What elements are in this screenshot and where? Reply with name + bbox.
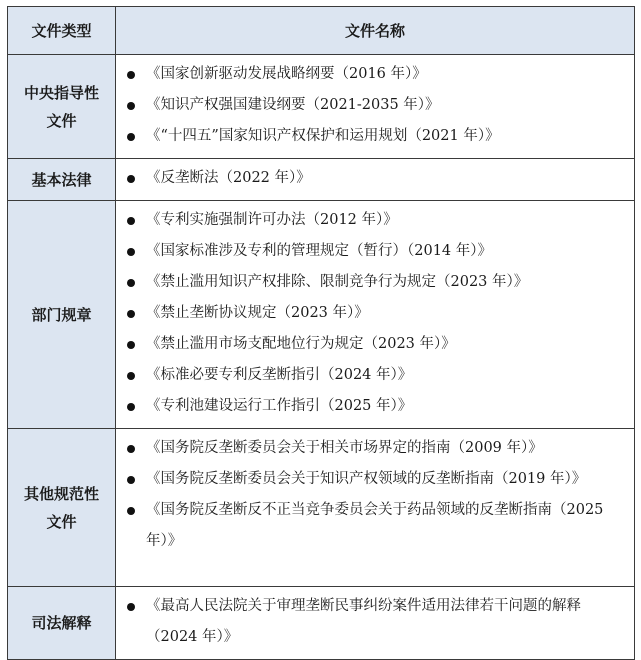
header-document-type: 文件类型	[8, 7, 116, 55]
bullet-icon	[127, 476, 135, 484]
bullet-icon	[127, 603, 135, 611]
document-title: 《专利实施强制许可办法（2012 年）》	[146, 212, 398, 228]
document-title: 《国务院反垄断委员会关于知识产权领域的反垄断指南（2019 年）》	[146, 471, 587, 487]
document-title: 《国家创新驱动发展战略纲要（2016 年）》	[146, 66, 427, 82]
documents-cell	[116, 159, 635, 201]
header-row	[8, 7, 635, 55]
list-item	[116, 360, 626, 391]
table-row	[8, 201, 635, 429]
bullet-icon	[127, 403, 135, 411]
document-title: 《国家标准涉及专利的管理规定（暂行）（2014 年）》	[146, 243, 493, 259]
bullet-icon	[127, 175, 135, 183]
bullet-icon	[127, 507, 135, 515]
document-title: 《标准必要专利反垄断指引（2024 年）》	[146, 367, 413, 383]
list-item	[116, 298, 626, 329]
document-title: 《最高人民法院关于审理垄断民事纠纷案件适用法律若干问题的解释（2024 年）》	[146, 598, 581, 645]
header-document-name: 文件名称	[116, 7, 635, 55]
category-label-line: 司法解释	[31, 614, 92, 632]
category-label-line: 基本法律	[31, 170, 92, 189]
legal-documents-table	[7, 6, 635, 660]
bullet-icon	[127, 341, 135, 349]
bullet-icon	[127, 445, 135, 453]
bullet-icon	[127, 217, 135, 225]
list-item	[116, 433, 626, 464]
category-label-line: 文件	[46, 512, 77, 531]
bullet-icon	[127, 133, 135, 141]
list-item	[116, 163, 626, 194]
list-item	[116, 90, 626, 121]
list-item	[116, 236, 626, 267]
bullet-icon	[127, 248, 135, 256]
category-cell	[8, 429, 116, 587]
document-title: 《禁止滥用市场支配地位行为规定（2023 年）》	[146, 336, 456, 352]
list-item	[116, 329, 626, 360]
bullet-icon	[127, 310, 135, 318]
bullet-icon	[127, 279, 135, 287]
document-title: 《“十四五”国家知识产权保护和运用规划（2021 年）》	[146, 128, 500, 144]
category-cell	[8, 159, 116, 201]
category-label-line: 中央指导性	[23, 83, 99, 102]
list-item	[116, 495, 626, 557]
list-item	[116, 267, 626, 298]
category-cell	[8, 55, 116, 159]
list-item	[116, 59, 626, 90]
list-item	[116, 464, 626, 495]
document-title: 《禁止垄断协议规定（2023 年）》	[146, 305, 369, 321]
category-label-line: 文件	[46, 111, 77, 130]
category-label-line: 其他规范性	[23, 484, 99, 503]
documents-cell	[116, 429, 635, 587]
list-item	[116, 591, 626, 653]
table-row	[8, 429, 635, 587]
documents-cell	[116, 201, 635, 429]
table-row	[8, 55, 635, 159]
document-title: 《禁止滥用知识产权排除、限制竞争行为规定（2023 年）》	[146, 274, 529, 290]
list-item	[116, 391, 626, 422]
document-title: 《反垄断法（2022 年）》	[146, 170, 311, 186]
document-title: 《国务院反垄断反不正当竞争委员会关于药品领域的反垄断指南（2025 年）》	[146, 502, 604, 549]
category-label-line: 部门规章	[31, 305, 92, 324]
category-cell	[8, 201, 116, 429]
documents-cell	[116, 55, 635, 159]
document-title: 《知识产权强国建设纲要（2021-2035 年）》	[146, 97, 440, 113]
list-item	[116, 121, 626, 152]
table-row	[8, 587, 635, 660]
documents-cell	[116, 587, 635, 660]
document-title: 《国务院反垄断委员会关于相关市场界定的指南（2009 年）》	[146, 440, 543, 456]
document-title: 《专利池建设运行工作指引（2025 年）》	[146, 398, 413, 414]
bullet-icon	[127, 102, 135, 110]
table-row	[8, 159, 635, 201]
category-cell	[8, 587, 116, 660]
bullet-icon	[127, 372, 135, 380]
list-item	[116, 205, 626, 236]
bullet-icon	[127, 71, 135, 79]
